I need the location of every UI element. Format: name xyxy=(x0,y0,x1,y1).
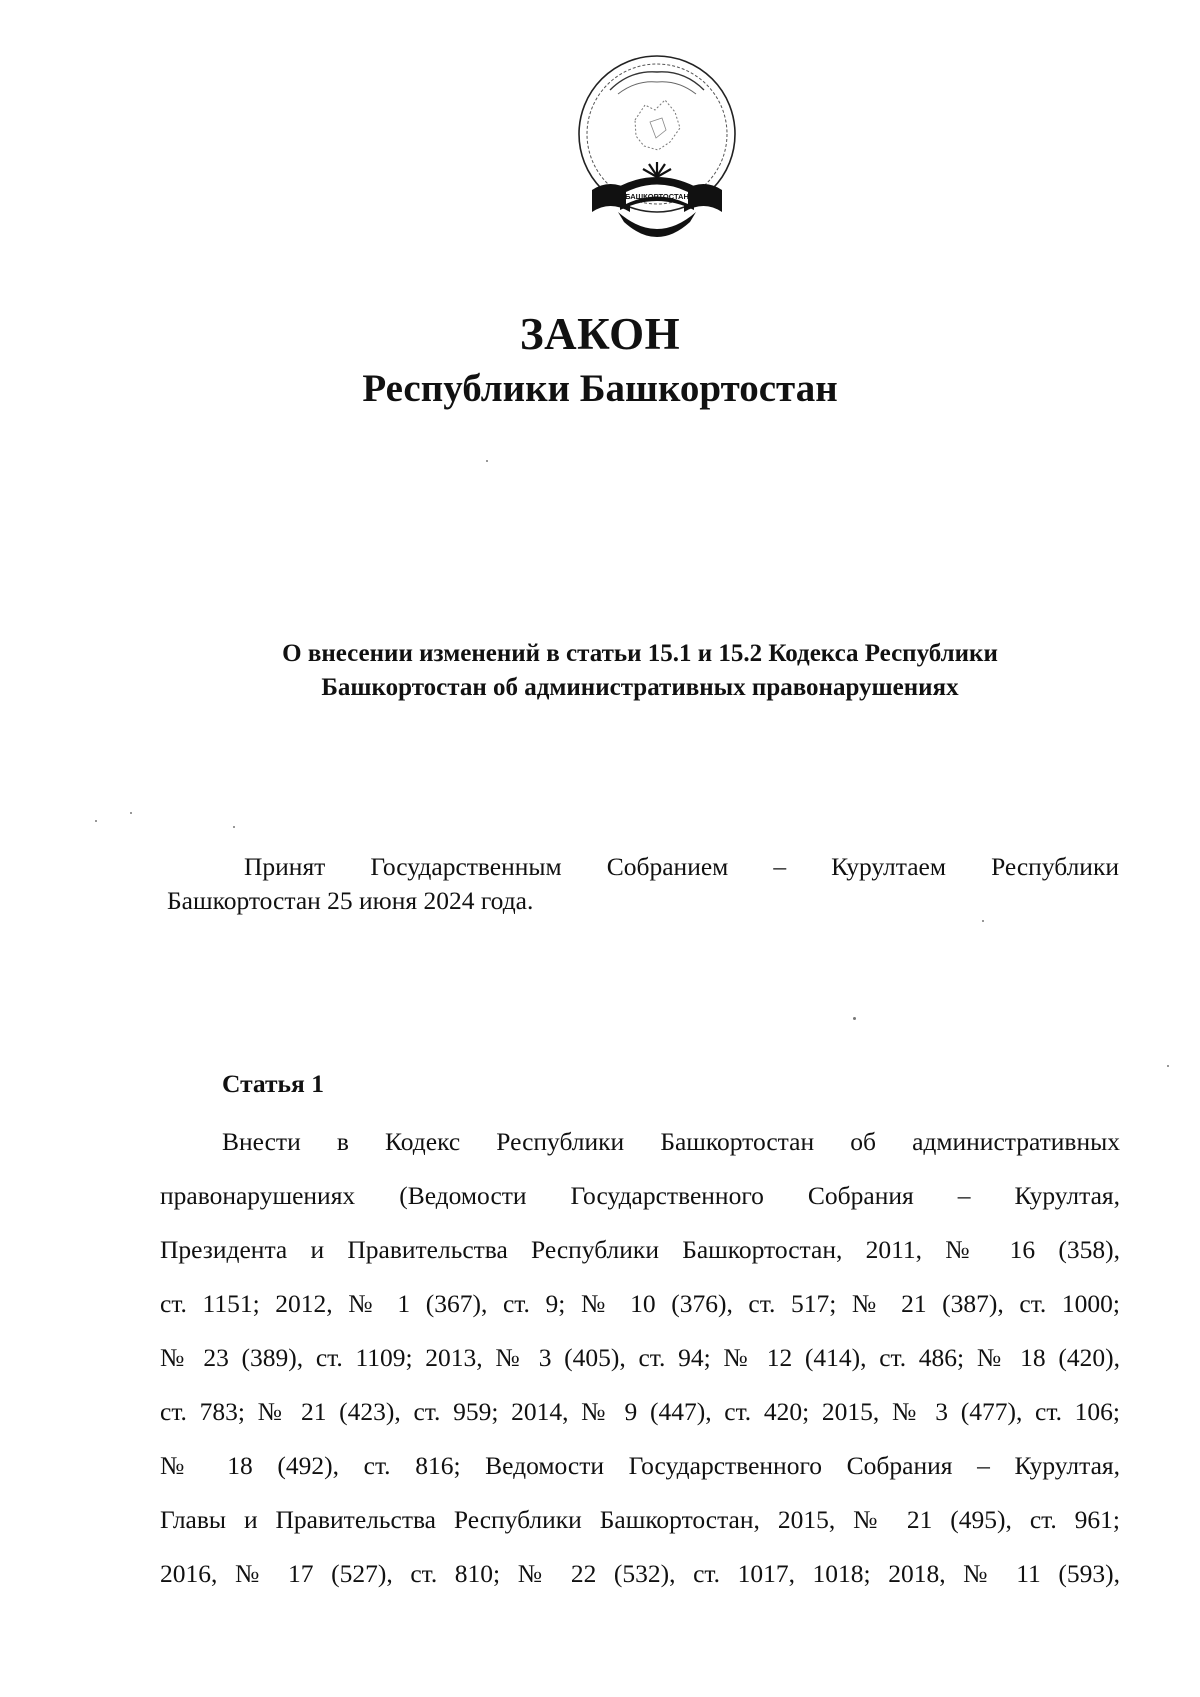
law-heading-line-2: Башкортостан об административных правонарушениях xyxy=(321,674,959,701)
scan-speck xyxy=(1167,1065,1169,1067)
article-line: ст. 1151; 2012, № 1 (367), ст. 9; № 10 (376), ст. 517; № 21 (387), ст. 1000; xyxy=(160,1289,1120,1318)
article-line: Внести в Кодекс Республики Башкортостан об административных xyxy=(222,1127,1120,1156)
law-subtitle: Республики Башкортостан xyxy=(362,367,838,410)
article-body xyxy=(160,1115,1120,1601)
adoption-note xyxy=(167,850,1119,918)
law-heading-line-1: О внесении изменений в статьи 15.1 и 15.2 Кодекса Республики xyxy=(282,640,998,667)
article-title: Статья 1 xyxy=(222,1069,324,1098)
article-line: ст. 783; № 21 (423), ст. 959; 2014, № 9 (447), ст. 420; 2015, № 3 (477), ст. 106; xyxy=(160,1397,1120,1426)
article-line: № 23 (389), ст. 1109; 2013, № 3 (405), ст. 94; № 12 (414), ст. 486; № 18 (420), xyxy=(160,1343,1120,1372)
scan-speck xyxy=(982,920,984,922)
scan-speck xyxy=(853,1017,856,1020)
scan-speck xyxy=(95,820,97,822)
article-line: Президента и Правительства Республики Башкортостан, 2011, № 16 (358), xyxy=(160,1235,1120,1264)
article-line: № 18 (492), ст. 816; Ведомости Государственного Собрания – Курултая, xyxy=(160,1451,1120,1480)
scan-speck xyxy=(130,812,132,814)
scan-speck xyxy=(233,826,235,828)
law-title: ЗАКОН xyxy=(519,309,681,359)
article-line: Главы и Правительства Республики Башкортостан, 2015, № 21 (495), ст. 961; xyxy=(160,1505,1120,1534)
law-heading xyxy=(160,637,1120,705)
coat-of-arms-icon xyxy=(570,50,745,250)
adoption-note-line-2: Башкортостан 25 июня 2024 года. xyxy=(167,886,534,915)
coat-of-arms-emblem xyxy=(570,50,745,250)
article-line: правонарушениях (Ведомости Государственного Собрания – Курултая, xyxy=(160,1181,1120,1210)
emblem-ribbon-text: БАШКОРТОСТАН xyxy=(625,192,689,201)
scan-speck xyxy=(486,460,488,462)
adoption-note-line-1: Принят Государственным Собранием – Курултаем Республики xyxy=(244,852,1119,881)
article-line: 2016, № 17 (527), ст. 810; № 22 (532), ст. 1017, 1018; 2018, № 11 (593), xyxy=(160,1559,1120,1588)
